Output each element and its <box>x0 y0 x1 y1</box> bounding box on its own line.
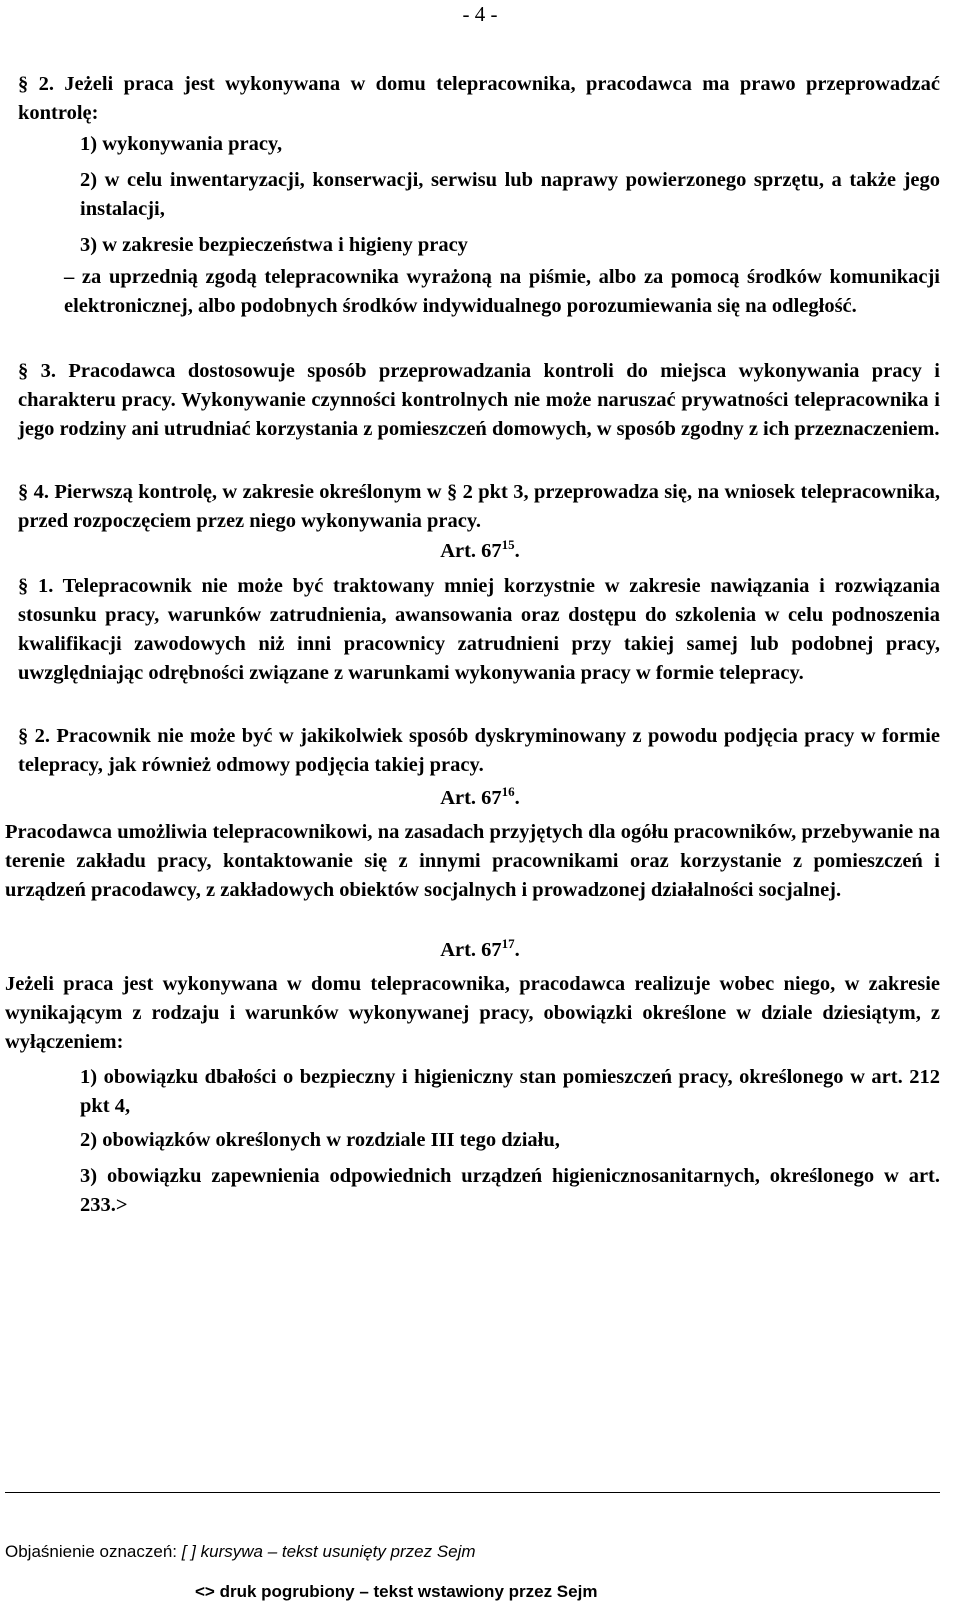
article-67-17-heading: Art. $67^{17}$. <box>440 936 520 961</box>
list-item: 2) obowiązków określonych w rozdziale III tego działu, <box>80 1129 560 1151</box>
article-67-15-heading: Art. $67^{15}$. <box>440 537 520 562</box>
list-item: 3) w zakresie bezpieczeństwa i higieny pracy <box>80 234 468 256</box>
article-67-15-section-1: § 1. Telepracownik nie może być traktowany mniej korzystnie w zakresie nawiązania i rozwiązania stosunku pracy, warunków zatrudnienia, awansowania oraz dostępu do szkolenia w celu podnoszenia kwalifikacji zawodowych niż inni pracownicy zatrudnieni przy takiej samej lub podobnej pracy, uwzględniając odrębności związane z warunkami wykonywania pracy w formie telepracy. <box>18 575 940 684</box>
article-67-16-text: Pracodawca umożliwia telepracownikowi, na zasadach przyjętych dla ogółu pracowników, przebywanie na terenie zakładu pracy, kontaktowanie się z innymi pracownikami oraz korzystanie z pomieszczeń i urządzeń pracodawcy, z zakładowych obiektów socjalnych i prowadzonej działalności socjalnej. <box>5 821 940 901</box>
list-item: 2) w celu inwentaryzacji, konserwacji, serwisu lub naprawy powierzonego sprzętu, a także jego instalacji, <box>80 169 940 220</box>
article-67-16-heading: Art. $67^{16}$. <box>440 784 520 809</box>
footnote-legend-bold: <> druk pogrubiony – tekst wstawiony przez Sejm <box>195 1582 598 1601</box>
page-number: - 4 - <box>462 2 498 26</box>
section-4: § 4. Pierwszą kontrolę, w zakresie określonym w § 2 pkt 3, przeprowadza się, na wniosek telepracownika, przed rozpoczęciem przez niego wykonywania pracy. <box>18 481 940 532</box>
footnote-divider <box>5 1492 940 1493</box>
section-2-intro: § 2. Jeżeli praca jest wykonywana w domu telepracownika, pracodawca ma prawo przeprowadzać kontrolę: <box>18 73 940 124</box>
footnote-legend: Objaśnienie oznaczeń: [ ] kursywa – tekst usunięty przez Sejm <box>5 1542 476 1561</box>
section-3: § 3. Pracodawca dostosowuje sposób przeprowadzania kontroli do miejsca wykonywania pracy i charakteru pracy. Wykonywanie czynności kontrolnych nie może naruszać prywatności telepracownika i jego rodziny ani utrudniać korzystania z pomieszczeń domowych, w sposób zgodny z ich przeznaczeniem. <box>18 360 940 440</box>
article-67-15-section-2: § 2. Pracownik nie może być w jakikolwiek sposób dyskryminowany z powodu podjęcia pracy w formie telepracy, jak również odmowy podjęcia takiej pracy. <box>18 725 940 776</box>
list-item: 3) obowiązku zapewnienia odpowiednich urządzeń higienicznosanitarnych, określonego w art. 233.> <box>80 1165 940 1216</box>
article-67-17-text: Jeżeli praca jest wykonywana w domu telepracownika, pracodawca realizuje wobec niego, w zakresie wynikającym z rodzaju i warunków wykonywanej pracy, obowiązki określone w dziale dziesiątym, z wyłączeniem: <box>5 973 940 1053</box>
control-consent-text: – za uprzednią zgodą telepracownika wyrażoną na piśmie, albo za pomocą środków komunikacji elektronicznej, albo podobnych środków indywidualnego porozumiewania się na odległość. <box>64 266 940 317</box>
list-item: 1) wykonywania pracy, <box>80 133 283 155</box>
list-item: 1) obowiązku dbałości o bezpieczny i higieniczny stan pomieszczeń pracy, określonego w art. 212 pkt 4, <box>80 1066 940 1117</box>
